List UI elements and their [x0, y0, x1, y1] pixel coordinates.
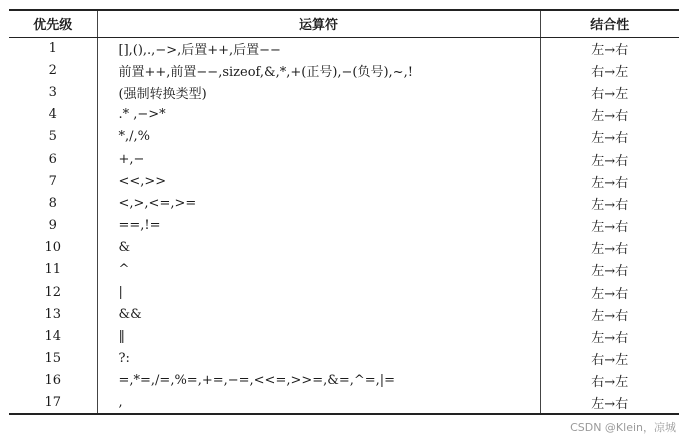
priority-cell: 7 [48, 173, 57, 189]
table-row [9, 303, 679, 325]
table-row [9, 370, 679, 392]
table-row [9, 259, 679, 281]
associativity-cell: 左→右 [540, 170, 679, 192]
associativity-cell: 左→右 [540, 303, 679, 325]
priority-cell: 9 [48, 218, 57, 234]
priority-cell: 3 [48, 84, 57, 100]
operators-cell: *,/,% [97, 126, 540, 148]
watermark: CSDN @Klein，凉城 [570, 421, 676, 434]
operators-cell: & [97, 237, 540, 259]
associativity-cell: 左→右 [540, 281, 679, 303]
priority-cell: 11 [44, 262, 62, 278]
priority-cell: 6 [48, 151, 57, 167]
operators-cell: ^ [97, 259, 540, 281]
operator-precedence-table [9, 9, 679, 415]
table-row [9, 81, 679, 103]
operators-cell: | [97, 281, 540, 303]
table-row [9, 325, 679, 347]
table-row [9, 348, 679, 370]
priority-cell: 17 [9, 392, 97, 414]
operators-cell: .* ,−>* [97, 104, 540, 126]
table-header-row [9, 10, 679, 37]
header-priority: 优先级 [9, 10, 97, 37]
priority-cell: 15 [44, 351, 62, 367]
operators-cell: =,*=,/=,%=,+=,−=,<<=,>>=,&=,^=,|= [97, 370, 540, 392]
header-associativity: 结合性 [540, 10, 679, 37]
operators-cell: , [97, 392, 540, 414]
associativity-cell: 右→左 [540, 81, 679, 103]
associativity-cell: 左→右 [540, 215, 679, 237]
table-row [9, 215, 679, 237]
associativity-cell: 左→右 [540, 259, 679, 281]
table-row [9, 392, 679, 414]
operators-cell: [],(),.,−>,后置++,后置−− [97, 37, 540, 59]
table-row [9, 192, 679, 214]
operators-cell: <<,>> [97, 170, 540, 192]
priority-cell: 1 [48, 40, 57, 56]
associativity-cell: 左→右 [540, 237, 679, 259]
associativity-cell: 左→右 [540, 325, 679, 347]
operators-cell: <,>,<=,>= [97, 192, 540, 214]
priority-cell: 2 [48, 62, 57, 78]
table-row [9, 237, 679, 259]
operators-cell: (强制转换类型) [97, 81, 540, 103]
operators-cell: ?: [97, 348, 540, 370]
associativity-cell: 左→右 [540, 37, 679, 59]
operators-cell: ‖ [97, 325, 540, 347]
table-row [9, 126, 679, 148]
associativity-cell: 左→右 [540, 148, 679, 170]
associativity-cell: 左→右 [540, 392, 679, 414]
operators-cell: && [97, 303, 540, 325]
priority-cell: 12 [44, 284, 62, 300]
priority-cell: 4 [48, 107, 57, 123]
table-row [9, 281, 679, 303]
priority-cell: 8 [48, 195, 57, 211]
associativity-cell: 左→右 [540, 126, 679, 148]
priority-cell: 13 [44, 306, 62, 322]
associativity-cell: 左→右 [540, 192, 679, 214]
table-row [9, 37, 679, 59]
priority-cell: 14 [44, 329, 62, 345]
table-row [9, 148, 679, 170]
operator-precedence-table-container [9, 9, 679, 415]
associativity-cell: 左→右 [540, 104, 679, 126]
operators-cell: +,− [97, 148, 540, 170]
table-row [9, 59, 679, 81]
table-row [9, 104, 679, 126]
table-row [9, 170, 679, 192]
priority-cell: 16 [44, 373, 62, 389]
priority-cell: 5 [48, 129, 57, 145]
operators-cell: ==,!= [97, 215, 540, 237]
associativity-cell: 右→左 [540, 59, 679, 81]
associativity-cell: 右→左 [540, 370, 679, 392]
header-operators: 运算符 [97, 10, 540, 37]
priority-cell: 10 [44, 240, 62, 256]
associativity-cell: 右→左 [540, 348, 679, 370]
operators-cell: 前置++,前置−−,sizeof,&,*,+(正号),−(负号),~,! [97, 59, 540, 81]
